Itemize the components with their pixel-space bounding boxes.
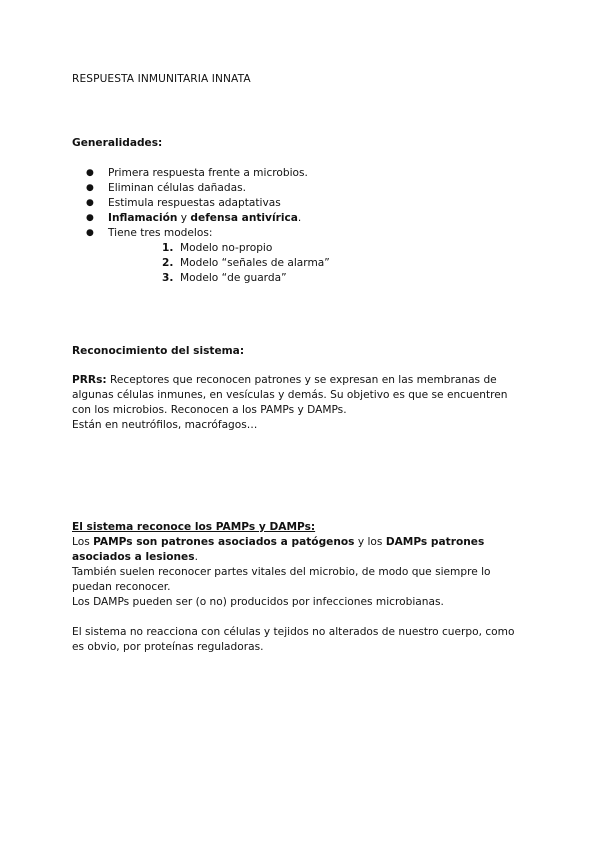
pamps-paragraph: [72, 535, 522, 565]
prr-paragraph: [72, 373, 522, 418]
item-number: 2.: [162, 257, 174, 269]
bold-text: PAMPs son patrones asociados a patógenos: [93, 536, 355, 548]
pamps-paragraph: También suelen reconocer partes vitales del microbio, de modo que siempre lo puedan reconocer.: [72, 566, 491, 593]
reconocimiento-heading: Reconocimiento del sistema:: [72, 345, 245, 357]
text: Modelo “de guarda”: [180, 272, 287, 284]
bold-text: Inflamación: [108, 212, 178, 224]
bold-text: DAMPs patrones asociados a lesiones: [72, 536, 485, 563]
numbered-item: [108, 256, 532, 271]
prr-extra: Están en neutrófilos, macrófagos…: [72, 419, 258, 431]
reconocimiento-body: [72, 373, 522, 433]
section-pamps: [72, 520, 522, 655]
prr-label: PRRs:: [72, 374, 107, 386]
text: Tiene tres modelos:: [108, 227, 213, 239]
section-generalidades: [72, 136, 532, 151]
text: Modelo “señales de alarma”: [180, 257, 330, 269]
bold-text: defensa antivírica: [190, 212, 298, 224]
list-item: ● Primera respuesta frente a microbios.: [72, 166, 532, 181]
pamps-paragraph: Los DAMPs pueden ser (o no) producidos por infecciones microbianas.: [72, 596, 444, 608]
list-item: [72, 211, 532, 226]
generalidades-list: [72, 166, 532, 286]
text: Modelo no-propio: [180, 242, 273, 254]
item-number: 1.: [162, 242, 174, 254]
document-title: RESPUESTA INMUNITARIA INNATA: [72, 73, 251, 85]
text: .: [194, 551, 198, 563]
text: y: [177, 212, 191, 224]
numbered-item: [108, 241, 532, 256]
list-item: [72, 226, 532, 286]
text: .: [297, 212, 302, 224]
text: y los: [354, 536, 386, 548]
pamps-heading: El sistema reconoce los PAMPs y DAMPs:: [72, 521, 316, 533]
generalidades-heading: Generalidades:: [72, 137, 163, 149]
item-number: 3.: [162, 272, 174, 284]
modelos-list: [108, 241, 532, 286]
text: Los: [72, 536, 94, 548]
numbered-item: [108, 271, 532, 286]
list-item: ● Eliminan células dañadas.: [72, 181, 532, 196]
list-item: ● Estimula respuestas adaptativas: [72, 196, 532, 211]
section-reconocimiento: [72, 344, 532, 359]
text: Receptores que reconocen patrones y se expresan en las membranas de algunas células inmunes, en vesículas y demás. Su objetivo es que se encuentren con los microbios. Reconocen a los PAMPs y DAMPs.: [72, 374, 508, 416]
pamps-paragraph: El sistema no reacciona con células y tejidos no alterados de nuestro cuerpo, como es obvio, por proteínas reguladoras.: [72, 626, 515, 653]
